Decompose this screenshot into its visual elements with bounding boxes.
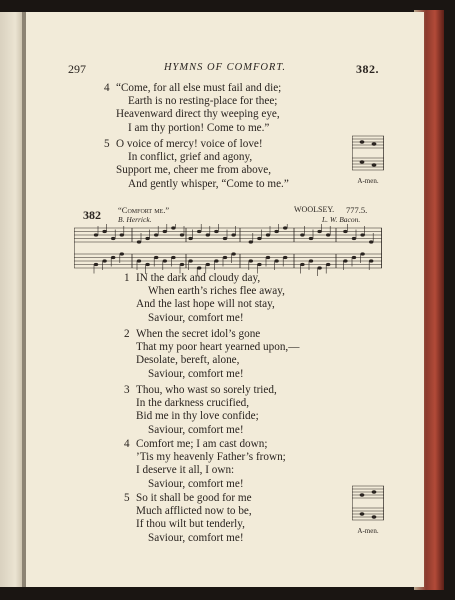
verse-line: If thou wilt but tenderly, [136, 518, 245, 531]
verse-number: 2 [124, 328, 130, 340]
verse-line: I am thy portion! Come to me.” [128, 121, 270, 134]
verse-line: When the secret idol’s gone [136, 328, 261, 340]
hymn-verse-3 [124, 384, 277, 437]
hymn-reference: 382. [356, 62, 379, 76]
hymn-meter: 777.5. [346, 205, 368, 215]
verse-line: Much afflicted now to be, [136, 505, 252, 518]
hymn-verse-1 [124, 272, 285, 325]
running-title: HYMNS OF COMFORT. [163, 62, 287, 73]
verse-line: When earth’s riches flee away, [148, 285, 285, 298]
verse-line: Support me, cheer me from above, [116, 164, 272, 177]
verse-line: O voice of mercy! voice of love! [116, 138, 263, 150]
hymnal-page [26, 12, 424, 587]
amen-label: A-men. [357, 527, 379, 535]
verse-line: ’Tis my heavenly Father’s frown; [136, 451, 286, 464]
verse-line: And the last hope will not stay, [136, 298, 275, 311]
verse-line: Bid me in thy love confide; [136, 410, 259, 423]
hymn-verse-5 [124, 492, 252, 545]
page-number: 297 [68, 62, 86, 76]
tune-name: WOOLSEY. [294, 205, 335, 214]
verse-line: That my poor heart yearned upon,— [136, 341, 300, 354]
hymn-verse-4 [124, 438, 286, 491]
verse-line: Saviour, comfort me! [148, 311, 244, 324]
verse-number: 5 [104, 138, 110, 150]
verse-number: 5 [124, 492, 130, 504]
hymn-composer: L. W. Bacon. [322, 215, 361, 224]
amen-music-notation [352, 482, 384, 526]
verse-line: So it shall be good for me [136, 492, 252, 504]
amen-label: A-men. [357, 177, 379, 185]
verse-line: Earth is no resting-place for thee; [128, 95, 278, 108]
verse-line: Comfort me; I am cast down; [136, 438, 268, 450]
verse-line: I deserve it all, I own: [136, 464, 235, 477]
verse-number: 4 [104, 82, 110, 94]
verse-line: Saviour, comfort me! [148, 367, 244, 380]
hymn-verse-2 [124, 328, 300, 381]
verse-line: Saviour, comfort me! [148, 423, 244, 436]
verse-line: Saviour, comfort me! [148, 477, 244, 490]
verse-line: IN the dark and cloudy day, [136, 272, 261, 284]
verse-line: Heavenward direct thy weeping eye, [116, 108, 280, 121]
verse-line: In conflict, grief and agony, [128, 151, 253, 164]
verse-number: 1 [124, 272, 130, 284]
verse-line: Desolate, bereft, alone, [136, 354, 240, 367]
hymn-number: 382 [83, 208, 101, 222]
verse-number: 4 [124, 438, 130, 450]
facing-page-edge [0, 12, 22, 587]
verse-line: Saviour, comfort me! [148, 531, 244, 544]
verse-line: “Come, for all else must fail and die; [116, 82, 282, 94]
hymn-author: B. Herrick. [118, 215, 152, 224]
verse-line: And gently whisper, “Come to me.” [128, 177, 289, 190]
verse-number: 3 [124, 384, 130, 396]
prev-verse-5 [104, 138, 289, 191]
hymn-title: “Comfort me.” [118, 205, 170, 215]
hymn-music-score [74, 224, 382, 276]
amen-music-notation [352, 132, 384, 176]
verse-line: In the darkness crucified, [136, 397, 250, 410]
prev-verse-4 [104, 82, 282, 135]
verse-line: Thou, who wast so sorely tried, [136, 384, 277, 396]
